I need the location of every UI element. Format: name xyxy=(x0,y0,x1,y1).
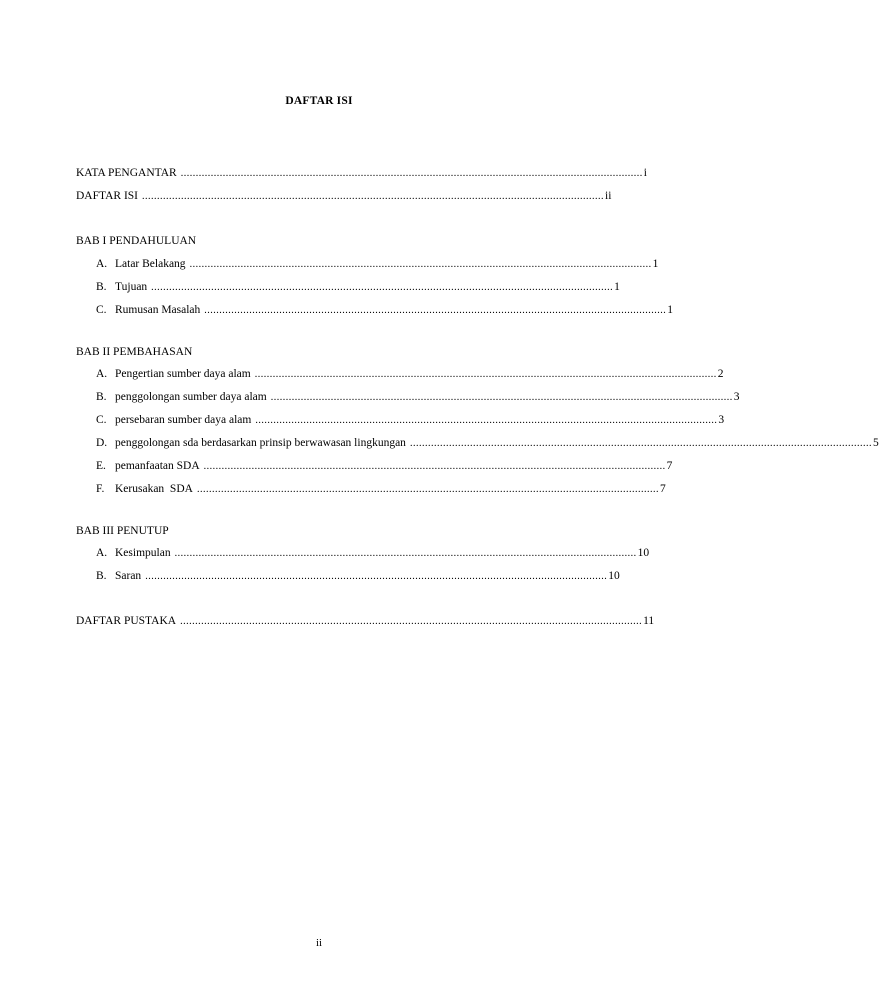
toc-entry-page: 2 xyxy=(717,368,724,380)
toc-entry-label: DAFTAR ISI xyxy=(76,190,139,202)
toc-entry-page: 7 xyxy=(659,483,666,495)
toc-entry xyxy=(96,303,674,317)
toc-entry xyxy=(96,436,879,450)
toc-entry-page: 10 xyxy=(608,570,620,582)
toc-entry xyxy=(96,482,666,496)
toc-entry-page: ii xyxy=(605,190,612,202)
toc-entry xyxy=(96,257,659,271)
toc-entry-page: 3 xyxy=(733,391,740,403)
chapter-heading-bab-3: BAB III PENUTUP xyxy=(76,525,169,537)
toc-entry-label: Rumusan Masalah xyxy=(115,304,201,316)
toc-item-marker: A. xyxy=(96,368,108,380)
toc-entry xyxy=(96,546,650,560)
toc-item-marker: E. xyxy=(96,460,106,472)
toc-entry-page: 1 xyxy=(652,258,659,270)
toc-entry-kata-pengantar xyxy=(76,166,647,180)
toc-entry xyxy=(96,459,673,473)
toc-entry-page: 10 xyxy=(637,547,650,559)
toc-entry xyxy=(96,367,724,381)
toc-entry-page: 3 xyxy=(718,414,725,426)
toc-item-marker: B. xyxy=(96,281,107,293)
page-title: DAFTAR ISI xyxy=(285,95,353,107)
toc-leader-dots: .......................................................................................................................................................... xyxy=(270,392,733,403)
toc-entry xyxy=(96,390,740,404)
toc-item-marker: C. xyxy=(96,414,107,426)
toc-leader-dots: .......................................................................................................................................................... xyxy=(151,282,614,293)
toc-entry-daftar-pustaka xyxy=(76,614,655,628)
toc-leader-dots: .......................................................................................................................................................... xyxy=(174,548,637,559)
toc-leader-dots: .......................................................................................................................................................... xyxy=(180,616,643,627)
toc-entry-label: pemanfaatan SDA xyxy=(115,460,200,472)
toc-entry-label: Tujuan xyxy=(115,281,148,293)
toc-entry-label: persebaran sumber daya alam xyxy=(115,414,252,426)
toc-entry-page: 5 xyxy=(872,437,879,449)
toc-entry-page: 1 xyxy=(614,281,620,293)
toc-leader-dots: .......................................................................................................................................................... xyxy=(145,571,608,582)
toc-item-marker: F. xyxy=(96,483,105,495)
toc-leader-dots: .......................................................................................................................................................... xyxy=(203,461,666,472)
toc-entry-label: Latar Belakang xyxy=(115,258,186,270)
chapter-heading-bab-1: BAB I PENDAHULUAN xyxy=(76,235,197,247)
toc-leader-dots: .......................................................................................................................................................... xyxy=(254,369,717,380)
toc-entry-daftar-isi xyxy=(76,189,612,203)
toc-leader-dots: .......................................................................................................................................................... xyxy=(409,438,872,449)
toc-entry-label: Pengertian sumber daya alam xyxy=(115,368,251,380)
toc-item-marker: A. xyxy=(96,547,108,559)
toc-entry-label: penggolongan sda berdasarkan prinsip berwawasan lingkungan xyxy=(115,437,406,449)
toc-entry-label: Kerusakan SDA xyxy=(115,483,193,495)
toc-entry-page: 1 xyxy=(667,304,674,316)
toc-leader-dots: .......................................................................................................................................................... xyxy=(142,191,605,202)
toc-entry-label: Saran xyxy=(115,570,142,582)
toc-leader-dots: .......................................................................................................................................................... xyxy=(180,168,643,179)
toc-entry-label: KATA PENGANTAR xyxy=(76,167,177,179)
toc-entry-label: Kesimpulan xyxy=(115,547,171,559)
toc-item-marker: C. xyxy=(96,304,107,316)
toc-leader-dots: .......................................................................................................................................................... xyxy=(189,259,652,270)
toc-leader-dots: .......................................................................................................................................................... xyxy=(196,484,659,495)
toc-entry-label: penggolongan sumber daya alam xyxy=(115,391,267,403)
chapter-heading-bab-2: BAB II PEMBAHASAN xyxy=(76,346,193,358)
toc-entry-page: i xyxy=(643,167,647,179)
toc-item-marker: A. xyxy=(96,258,108,270)
toc-entry xyxy=(96,569,620,583)
toc-item-marker: D. xyxy=(96,437,108,449)
toc-entry-page: 7 xyxy=(666,460,673,472)
toc-entry xyxy=(96,280,620,294)
toc-item-marker: B. xyxy=(96,570,107,582)
toc-entry-page: 11 xyxy=(643,615,655,627)
toc-leader-dots: .......................................................................................................................................................... xyxy=(204,305,667,316)
toc-entry-label: DAFTAR PUSTAKA xyxy=(76,615,177,627)
toc-item-marker: B. xyxy=(96,391,107,403)
toc-entry xyxy=(96,413,725,427)
page-number: ii xyxy=(315,937,323,949)
toc-leader-dots: .......................................................................................................................................................... xyxy=(255,415,718,426)
